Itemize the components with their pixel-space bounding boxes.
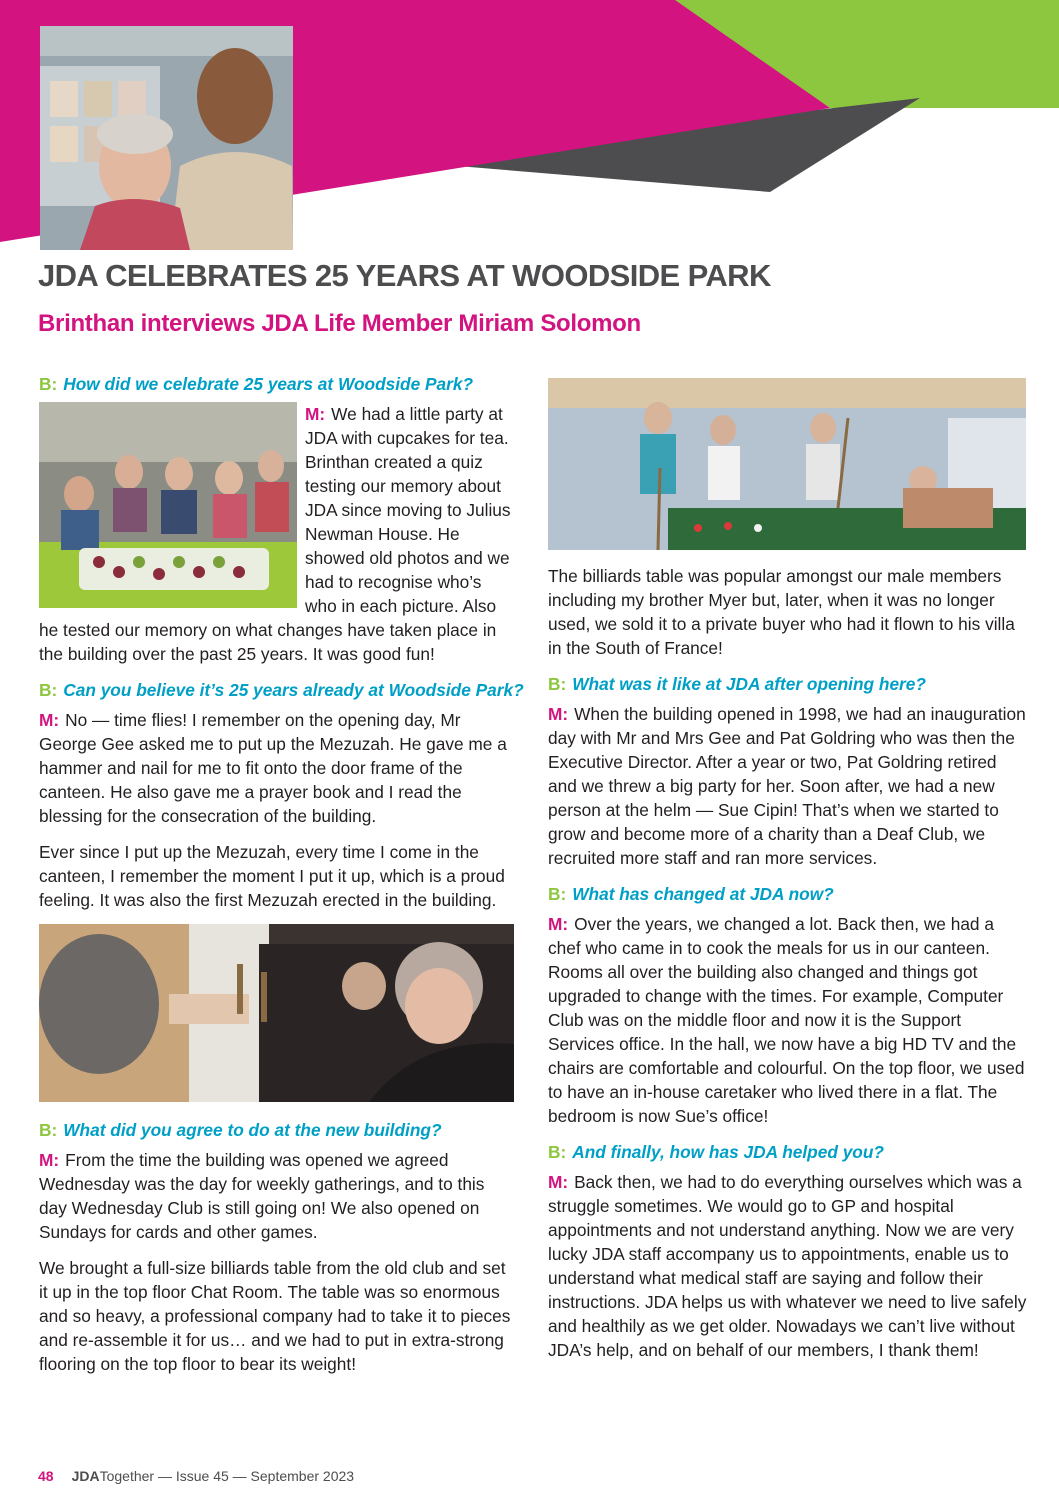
speaker-b-label: B: — [548, 1142, 567, 1162]
answer-3-continued: We brought a full-size billiards table from the old club and set it up in the top floor Chat Room. The table was so enormous and so heavy, a professional company had to take it to pieces and re-assemble it for us… and we had to put in extra-strong flooring on the top floor to bear its weight! — [39, 1258, 511, 1374]
answer-2-continued: Ever since I put up the Mezuzah, every time I come in the canteen, I remember the moment I put it up, which is a proud feeling. It was also the first Mezuzah erected in the building. — [39, 842, 505, 910]
question-text: What has changed at JDA now? — [572, 884, 834, 904]
answer-text: Over the years, we changed a lot. Back then, we had a chef who came in to cook the meals for us in our canteen. Rooms all over the building also changed and things got upgraded to change with the times. For example, Computer Club was on the middle floor and now it is the Support Services office. In the hall, we now have a big HD TV and the chairs are comfortable and colourful. On the top floor, we used to have an in-house caretaker who lived there in a flat. The bedroom is now Sue’s office! — [548, 914, 1025, 1126]
speaker-b-label: B: — [548, 884, 567, 904]
page-subtitle: Brinthan interviews JDA Life Member Miriam Solomon — [38, 310, 641, 337]
question-text: Can you believe it’s 25 years already at Woodside Park? — [63, 680, 524, 700]
question-1 — [39, 372, 517, 396]
page-title: JDA CELEBRATES 25 YEARS AT WOODSIDE PARK — [38, 258, 771, 293]
speaker-m-label: M: — [548, 704, 569, 724]
question-text: What did you agree to do at the new building? — [63, 1120, 442, 1140]
speaker-m-label: M: — [548, 914, 569, 934]
speaker-m-label: M: — [305, 404, 326, 424]
question-6 — [548, 1140, 1028, 1164]
billiards-paragraph: The billiards table was popular amongst our male members including my brother Myer but, later, when it was no longer used, we sold it to a private buyer who had it flown to his villa in the South of France! — [548, 566, 1015, 658]
speaker-m-label: M: — [39, 1150, 60, 1170]
billiards-photo — [548, 378, 1026, 550]
speaker-b-label: B: — [39, 680, 58, 700]
footer-brand: JDA — [71, 1468, 100, 1484]
answer-text: We had a little party at JDA with cupcakes for tea. Brinthan created a quiz testing our memory about JDA since moving to Julius Newman House. He showed old photos and we had to recognise who’s who in each picture. Also he tested our memory on what changes have taken place in the building over the past 25 years. It was good fun! — [39, 404, 511, 664]
answer-text: No — time flies! I remember on the opening day, Mr George Gee asked me to put up the Mezuzah. He gave me a hammer and nail for me to fit onto the door frame of the canteen. He also gave me a prayer book and I read the blessing for the consecration of the building. — [39, 710, 507, 826]
footer-issue: Together — Issue 45 — September 2023 — [99, 1468, 355, 1484]
question-text: What was it like at JDA after opening here? — [572, 674, 926, 694]
answer-5 — [548, 912, 1028, 1128]
party-photo — [39, 402, 297, 608]
answer-2 — [39, 708, 517, 828]
answer-text: Back then, we had to do everything ourselves which was a struggle sometimes. We would go to GP and hospital appointments and not understand anything. Now we are very lucky JDA staff accompany us to appointments, enable us to understand what medical staff are saying and follow their instructions. JDA helps us with whatever we need to live safely and healthily as we get older. Nowadays we can’t live without JDA’s help, and on behalf of our members, I thank them! — [548, 1172, 1027, 1360]
speaker-b-label: B: — [39, 1120, 58, 1140]
answer-6 — [548, 1170, 1028, 1362]
speaker-m-label: M: — [548, 1172, 569, 1192]
left-column — [39, 372, 524, 1388]
question-4 — [548, 672, 1028, 696]
question-text: And finally, how has JDA helped you? — [572, 1142, 884, 1162]
speaker-b-label: B: — [39, 374, 58, 394]
question-3 — [39, 1118, 517, 1142]
mezuzah-photo — [39, 924, 514, 1102]
speaker-m-label: M: — [39, 710, 60, 730]
answer-3 — [39, 1148, 517, 1244]
answer-4 — [548, 702, 1028, 870]
answer-text: When the building opened in 1998, we had an inauguration day with Mr and Mrs Gee and Pat Goldring who was then the Executive Director. After a year or two, Pat Goldring retired and we threw a big party for her. Soon after, we had a new person at the helm — Sue Cipin! That’s when we started to grow and become more of a charity than a Deaf Club, we recruited more staff and ran more services. — [548, 704, 1026, 868]
page-number: 48 — [38, 1468, 54, 1484]
speaker-b-label: B: — [548, 674, 567, 694]
question-text: How did we celebrate 25 years at Woodside Park? — [63, 374, 474, 394]
answer-text: From the time the building was opened we agreed Wednesday was the day for weekly gatherings, and to this day Wednesday Club is still going on! We also opened on Sundays for cards and other games. — [39, 1150, 485, 1242]
question-5 — [548, 882, 1028, 906]
question-2 — [39, 678, 524, 702]
hero-photo — [40, 26, 293, 250]
right-column — [548, 378, 1028, 1374]
page-footer — [38, 1468, 354, 1484]
